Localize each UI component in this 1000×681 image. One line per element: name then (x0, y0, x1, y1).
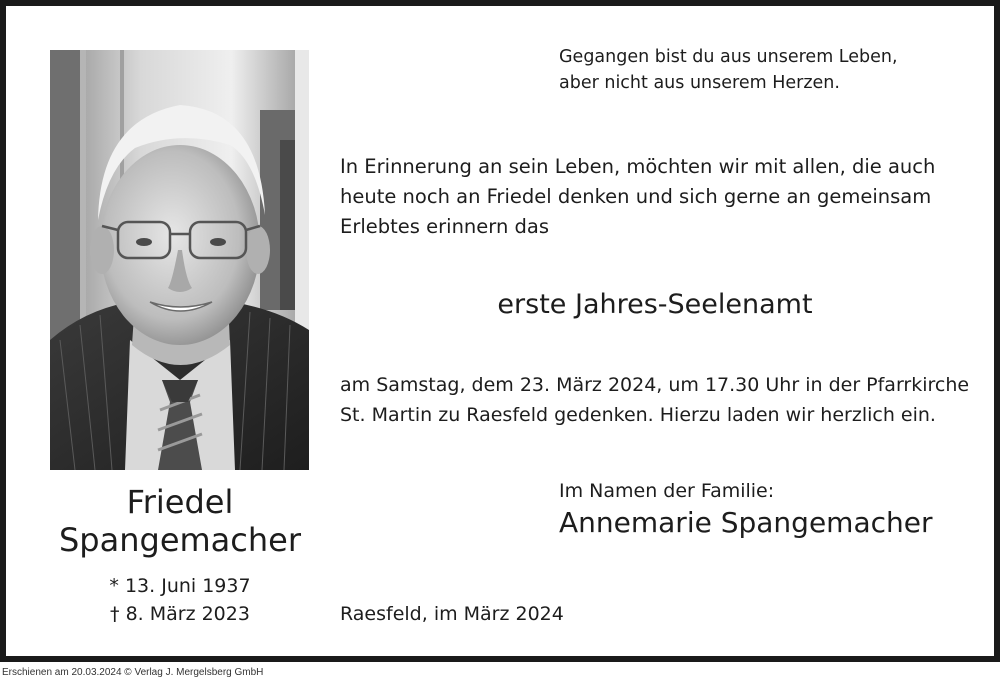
memory-text (340, 152, 990, 242)
place-date: Raesfeld, im März 2024 (340, 603, 564, 625)
details-line-2: St. Martin zu Raesfeld gedenken. Hierzu laden wir herzlich ein. (340, 404, 936, 426)
event-details (340, 370, 990, 430)
birth-date: * 13. Juni 1937 (109, 575, 251, 597)
portrait-photo (50, 50, 309, 470)
memory-line-2: heute noch an Friedel denken und sich gerne an gemeinsam (340, 185, 932, 208)
family-label: Im Namen der Familie: (559, 480, 775, 502)
death-date: † 8. März 2023 (110, 603, 250, 625)
details-line-1: am Samstag, dem 23. März 2024, um 17.30 Uhr in der Pfarrkirche (340, 374, 970, 396)
memory-line-3: Erlebtes erinnern das (340, 215, 549, 238)
event-title: erste Jahres-Seelenamt (497, 289, 813, 320)
motto-quote (559, 44, 979, 96)
motto-line-2: aber nicht aus unserem Herzen. (559, 73, 840, 93)
family-signature-name: Annemarie Spangemacher (559, 506, 933, 539)
life-dates (36, 572, 324, 628)
deceased-last-name: Spangemacher (58, 521, 301, 559)
publication-footer: Erschienen am 20.03.2024 © Verlag J. Mergelsberg GmbH (2, 667, 264, 678)
motto-line-1: Gegangen bist du aus unserem Leben, (559, 47, 898, 67)
deceased-first-name: Friedel (126, 483, 234, 521)
deceased-name (36, 483, 324, 559)
memory-line-1: In Erinnerung an sein Leben, möchten wir mit allen, die auch (340, 155, 936, 178)
